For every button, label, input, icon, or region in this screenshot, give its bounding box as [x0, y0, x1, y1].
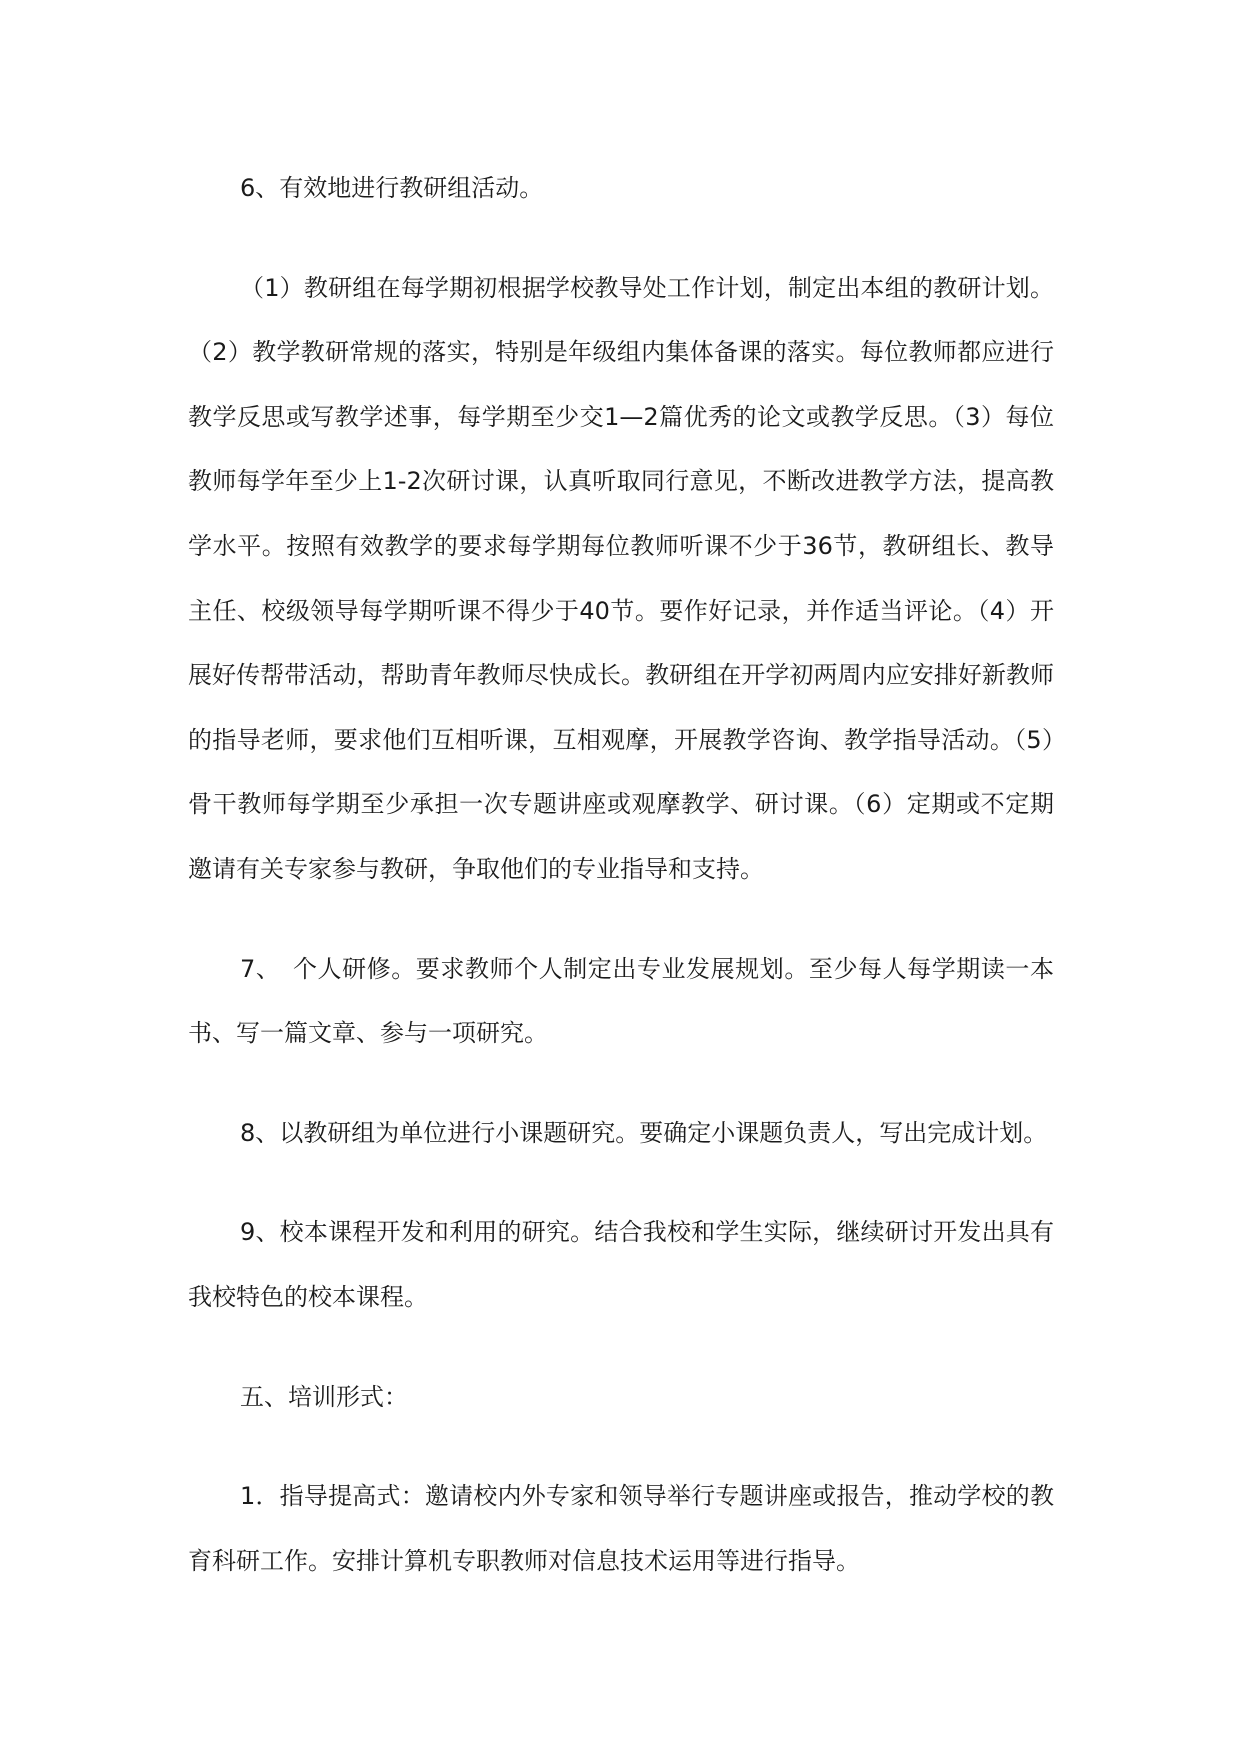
paragraph-8-small-projects: 8、以教研组为单位进行小课题研究。要确定小课题负责人，写出完成计划。 — [240, 1118, 1048, 1147]
paragraph-6-heading: 6、有效地进行教研组活动。 — [240, 174, 544, 202]
paragraph-9-school-curriculum: 9、校本课程开发和利用的研究。结合我校和学生实际，继续研讨开发出具有我校特色的校本课程。 — [188, 1218, 1054, 1311]
section-heading-training-forms: 五、培训形式： — [240, 1382, 408, 1411]
document-body — [188, 156, 1054, 1593]
paragraph-7-personal-study: 7、 个人研修。要求教师个人制定出专业发展规划。至少每人每学期读一本书、写一篇文章、参与一项研究。 — [188, 954, 1054, 1048]
paragraph-research-group-details: （1）教研组在每学期初根据学校教导处工作计划，制定出本组的教研计划。（2）教学教研常规的落实，特别是年级组内集体备课的落实。每位教师都应进行教学反思或写教学述事，每学期至少交1—2篇优秀的论文或教学反思。（3）每位教师每学年至少上1-2次研讨课，认真听取同行意见，不断改进教学方法，提高教学水平。按照有效教学的要求每学期每位教师听课不少于36节，教研组长、教导主任、校级领导每学期听课不得少于40节。要作好记录，并作适当评论。（4）开展好传帮带活动，帮助青年教师尽快成长。教研组在开学初两周内应安排好新教师的指导老师，要求他们互相听课，互相观摩，开展教学咨询、教学指导活动。（5）骨干教师每学期至少承担一次专题讲座或观摩教学、研讨课。（6）定期或不定期邀请有关专家参与教研，争取他们的专业指导和支持。 — [188, 273, 1054, 883]
paragraph-guided-improvement: 1．指导提高式：邀请校内外专家和领导举行专题讲座或报告，推动学校的教育科研工作。安排计算机专职教师对信息技术运用等进行指导。 — [188, 1482, 1054, 1575]
